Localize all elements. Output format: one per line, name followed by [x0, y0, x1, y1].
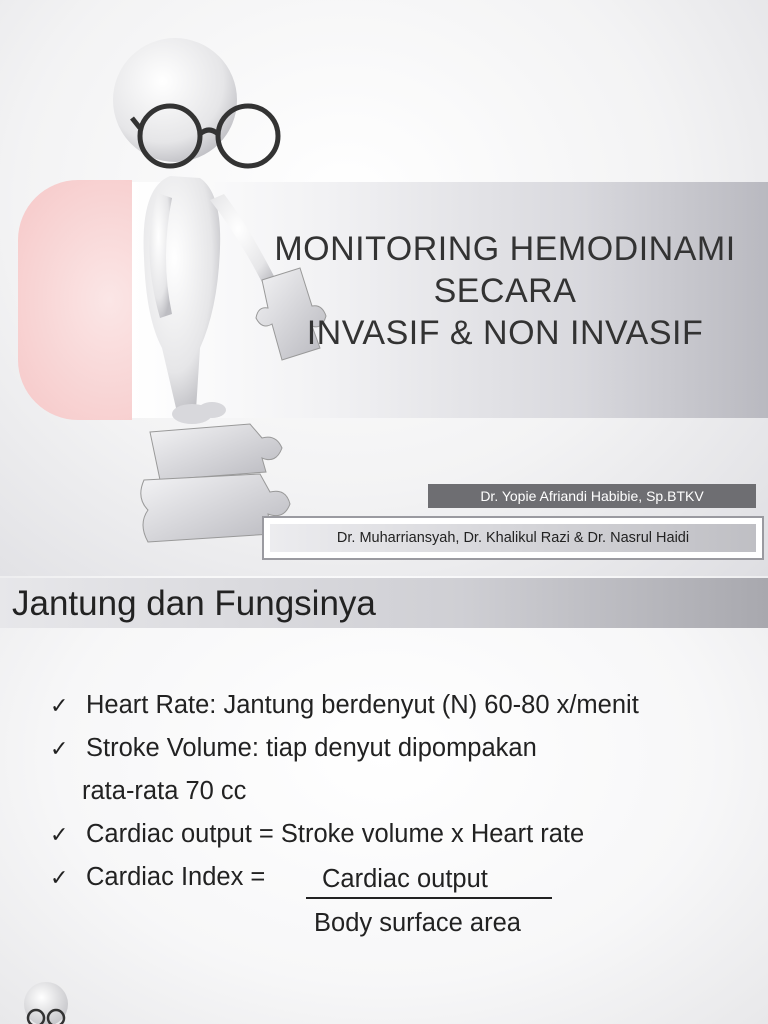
secondary-authors-box: [262, 516, 764, 560]
fraction-line: [306, 897, 552, 899]
title-line-1: MONITORING HEMODINAMI: [274, 230, 736, 268]
bullet-text: Stroke Volume: tiap denyut dipompakan: [86, 734, 537, 762]
slide-title: [200, 228, 768, 354]
bullet-text: Cardiac output = Stroke volume x Heart rate: [86, 820, 585, 848]
check-icon: ✓: [50, 736, 69, 761]
heading-band: [0, 578, 768, 628]
list-item: [50, 727, 750, 770]
list-item: [50, 813, 750, 856]
fraction-denominator: Body surface area: [314, 909, 521, 937]
slide-heading: Jantung dan Fungsinya: [12, 584, 376, 623]
title-line-2: SECARA: [433, 272, 577, 310]
primary-author-badge: Dr. Yopie Afriandi Habibie, Sp.BTKV: [428, 484, 756, 508]
check-icon: ✓: [50, 822, 69, 847]
bullet-text: Cardiac Index =: [86, 863, 266, 891]
fraction-numerator: Cardiac output: [322, 865, 488, 893]
cardiac-index-fraction: [306, 862, 552, 940]
title-line-3: INVASIF & NON INVASIF: [306, 314, 704, 352]
secondary-authors: Dr. Muharriansyah, Dr. Khalikul Razi & Dr. Nasrul Haidi: [270, 524, 756, 552]
check-icon: ✓: [50, 865, 69, 890]
check-icon: ✓: [50, 693, 69, 718]
bullet-text: Heart Rate: Jantung berdenyut (N) 60-80 x/menit: [86, 691, 639, 719]
bullet-continuation: rata-rata 70 cc: [82, 777, 247, 805]
list-item: [50, 684, 750, 727]
figure-head-icon: [20, 980, 72, 1024]
content-slide: [0, 576, 768, 1024]
